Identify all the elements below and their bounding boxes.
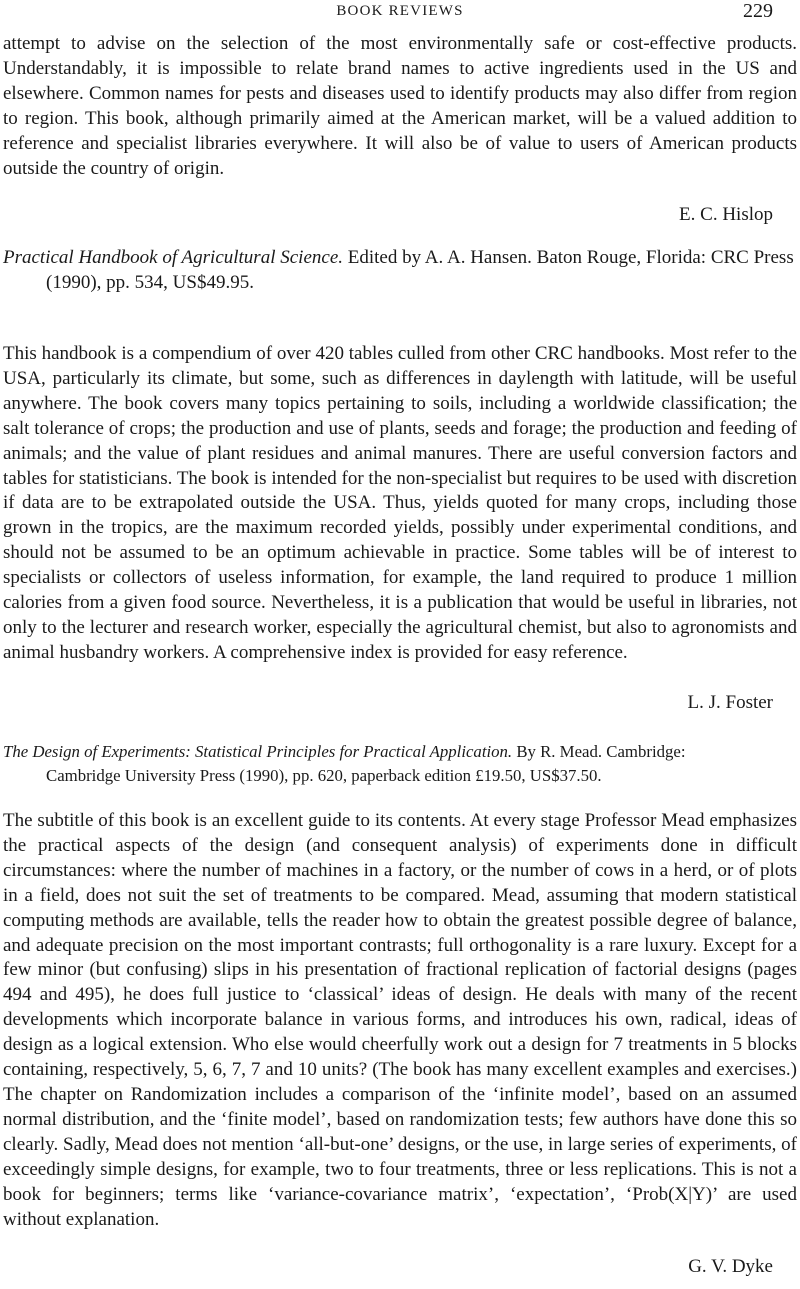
reviewer-signature: L. J. Foster (687, 692, 773, 713)
review-2-citation (3, 245, 797, 295)
citation-publication: (1990), pp. 534, US$49.95. (46, 272, 254, 293)
review-body-text: This handbook is a compendium of over 420 tables culled from other CRC handbooks. Most refer to the USA, particularly its climate, but some, such as differences in daylength with latitude, will be useful anywhere. The book covers many topics pertaining to soils, including a worldwide classification; the salt tolerance of crops; the production and use of plants, seeds and forage; the production and feeding of animals; and the value of plant residues and animal manures. There are useful conversion factors and tables for statisticians. The book is intended for the non-specialist but requires to be used with discretion if data are to be extrapolated outside the USA. Thus, yields quoted for many crops, including those grown in the tropics, are the maximum recorded yields, possibly under experimental conditions, and should not be assumed to be an optimum achievable in practice. Some tables will be of interest to specialists or collectors of useless information, for example, the land required to produce 1 million calories from a given food source. Nevertheless, it is a publication that would be useful in libraries, not only to the lecturer and research worker, especially the agricultural chemist, but also to agronomists and animal husbandry workers. A comprehensive index is provided for easy reference. (3, 343, 797, 663)
reviewer-signature: E. C. Hislop (679, 204, 773, 225)
page-number: 229 (743, 0, 773, 22)
review-body-text: The subtitle of this book is an excellent guide to its contents. At every stage Professor Mead emphasizes the practical aspects of the design (and consequent analysis) of experiments done in difficult circumstances: where the number of machines in a factory, or the number of cows in a herd, or of plots in a field, does not suit the set of treatments to be compared. Mead, assuming that modern statistical computing methods are available, tells the reader how to obtain the greatest possible degree of balance, and adequate precision on the most important contrasts; full orthogonality is a rare luxury. Except for a few minor (but confusing) slips in his presentation of fractional replication of factorial designs (pages 494 and 495), he does full justice to ‘classical’ ideas of design. He deals with many of the recent developments which incorporate balance in various forms, and introduces his own, radical, ideas of design as a logical extension. Who else would cheerfully work out a design for 7 treatments in 5 blocks containing, respectively, 5, 6, 7, 7 and 10 units? (The book has many excellent examples and exercises.) The chapter on Randomization includes a comparison of the ‘infinite model’, based on an assumed normal distribution, and the ‘finite model’, based on randomization tests; few authors have done this so clearly. Sadly, Mead does not mention ‘all-but-one’ designs, or the use, in large series of experiments, of exceedingly simple designs, for example, two to four treatments, three or less replications. This is not a book for beginners; terms like ‘variance-covariance matrix’, ‘expectation’, ‘Prob(X|Y)’ are used without explanation. (3, 810, 797, 1230)
review-3-body (3, 809, 797, 1232)
review-3-citation (3, 740, 797, 788)
running-head (0, 0, 800, 30)
review-1-body (3, 32, 797, 181)
review-body-text: attempt to advise on the selection of the most environmentally safe or cost-effective products. Understandably, it is impossible to relate brand names to active ingredients used in the US and elsewhere. Common names for pests and diseases used to identify products may also differ from region to region. This book, although primarily aimed at the American market, will be a valued addition to reference and specialist libraries everywhere. It will also be of value to users of American products outside the country of origin. (3, 33, 797, 179)
running-title: BOOK REVIEWS (336, 3, 464, 19)
citation-details: By R. Mead. Cambridge: (512, 742, 686, 761)
book-title: The Design of Experiments: Statistical Principles for Practical Application. (3, 742, 513, 761)
citation-details: Edited by A. A. Hansen. Baton Rouge, Florida: CRC Press (343, 247, 794, 268)
reviewer-signature: G. V. Dyke (688, 1256, 773, 1277)
book-title: Practical Handbook of Agricultural Science. (3, 247, 343, 268)
citation-publication: Cambridge University Press (1990), pp. 620, paperback edition £19.50, US$37.50. (46, 766, 602, 785)
review-2-body (3, 342, 797, 666)
